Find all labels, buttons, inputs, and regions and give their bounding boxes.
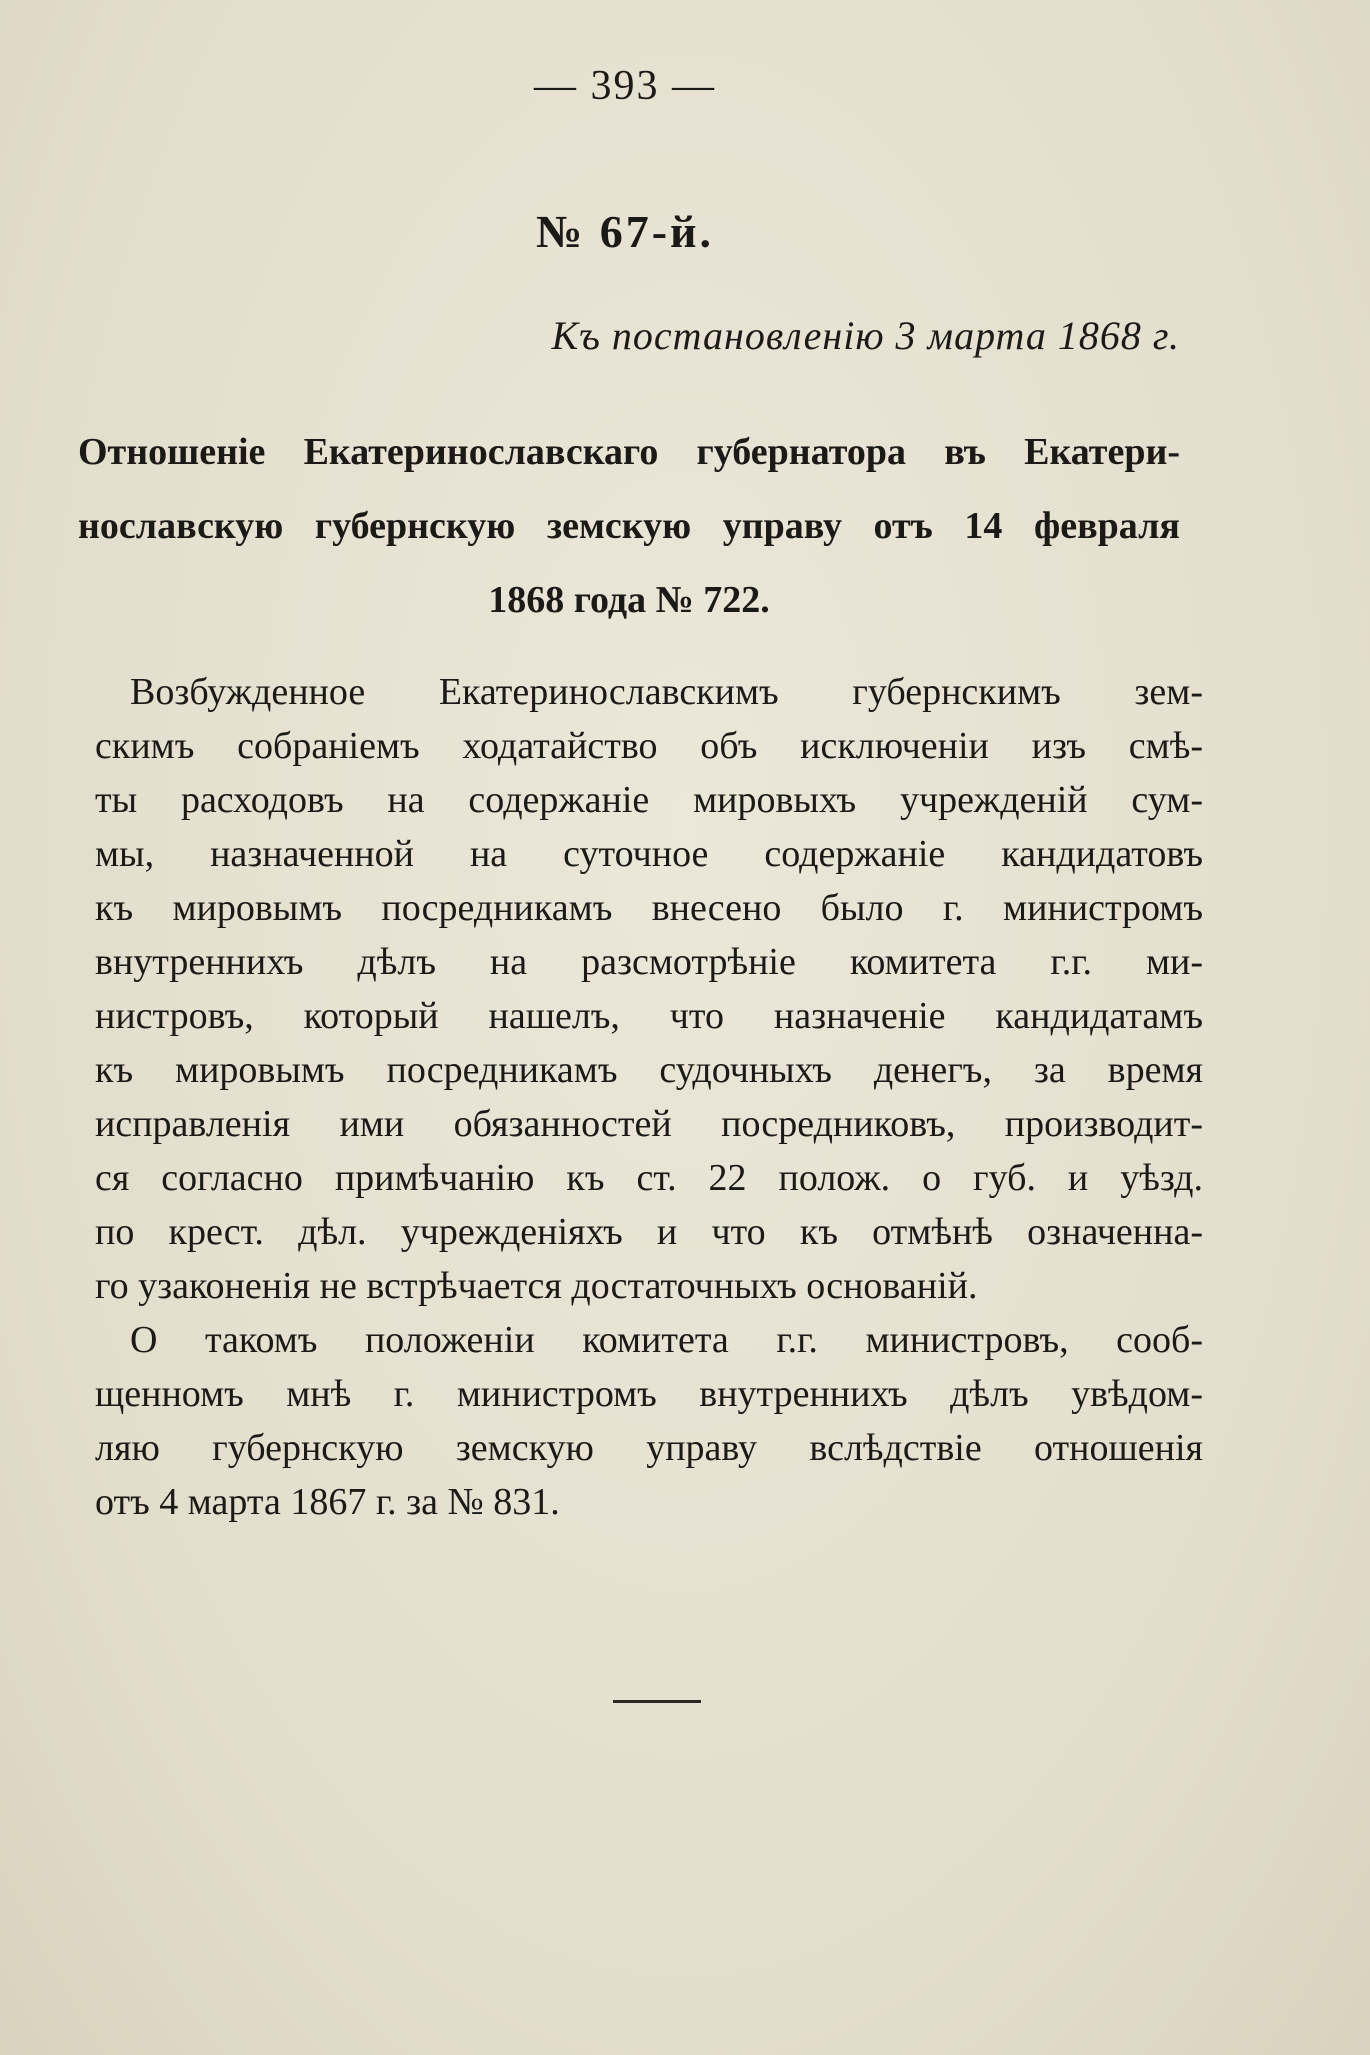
document-heading [78,415,1180,637]
text-line: щенномъ мнѣ г. министромъ внутреннихъ дѣлъ увѣдом- [95,1373,1203,1415]
heading-line: Отношеніе Екатеринославскаго губернатора въ Екатери- [78,431,1180,473]
closing-divider [613,1700,701,1703]
text-line: къ мировымъ посредникамъ внесено было г. министромъ [95,887,1203,929]
text-line: скимъ собраніемъ ходатайство объ исключеніи изъ смѣ- [95,725,1203,767]
page-number: — 393 — [534,63,716,109]
heading-line: 1868 года № 722. [488,579,770,621]
text-line: мы, назначенной на суточное содержаніе кандидатовъ [95,833,1203,875]
paragraph-2 [95,1313,1203,1529]
text-line: исправленія ими обязанностей посредниковъ, производит- [95,1103,1203,1145]
text-line: по крест. дѣл. учрежденіяхъ и что къ отмѣнѣ означенна- [95,1211,1203,1253]
text-line: нистровъ, который нашелъ, что назначеніе кандидатамъ [95,995,1203,1037]
text-line: ты расходовъ на содержаніе мировыхъ учрежденій сум- [95,779,1203,821]
document-number: № 67-й. [535,206,715,257]
text-line: ляю губернскую земскую управу вслѣдствіе отношенія [95,1427,1203,1469]
text-line: О такомъ положеніи комитета г.г. министровъ, сооб- [130,1319,1203,1361]
text-line: Возбужденное Екатеринославскимъ губернскимъ зем- [130,671,1203,713]
text-line: го узаконенія не встрѣчается достаточныхъ основаній. [95,1265,978,1307]
text-line: отъ 4 марта 1867 г. за № 831. [95,1481,560,1523]
body-text [95,665,1203,1529]
text-line: ся согласно примѣчанію къ ст. 22 полож. о губ. и уѣзд. [95,1157,1203,1199]
text-line: къ мировымъ посредникамъ судочныхъ денегъ, за время [95,1049,1203,1091]
text-line: внутреннихъ дѣлъ на разсмотрѣніе комитета г.г. ми- [95,941,1203,983]
resolution-reference: Къ постановленію 3 марта 1868 г. [551,313,1180,358]
heading-line: нославскую губернскую земскую управу отъ 14 февраля [78,505,1180,547]
paragraph-1 [95,665,1203,1313]
